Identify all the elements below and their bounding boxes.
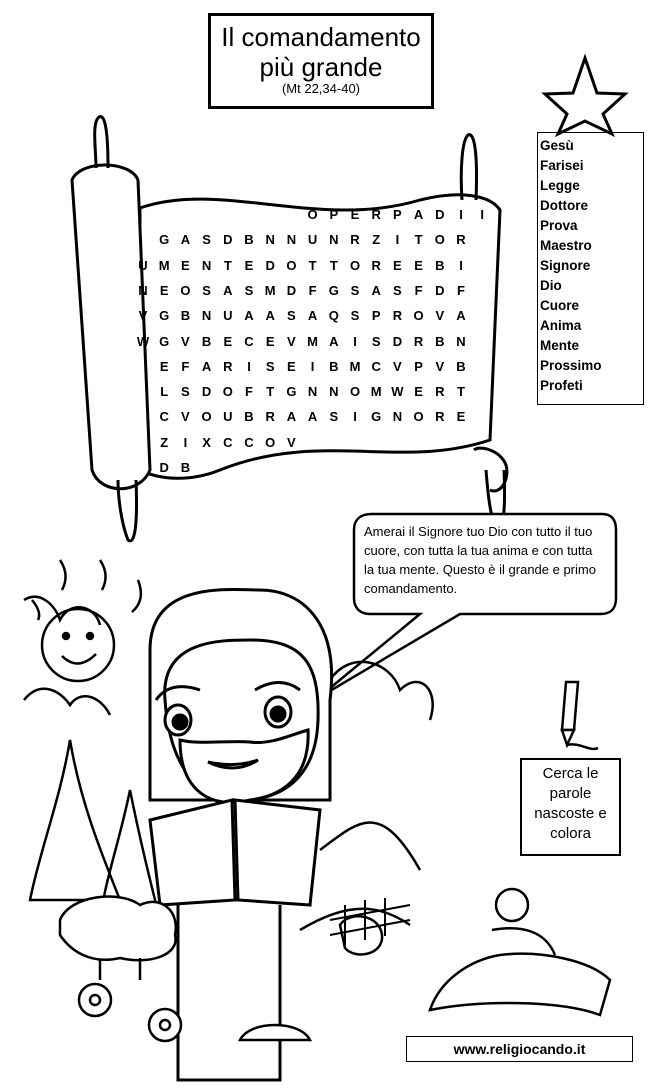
grid-letter[interactable]: D <box>392 333 403 349</box>
grid-letter[interactable]: S <box>329 409 339 425</box>
grid-letter[interactable]: B <box>244 409 254 425</box>
grid-letter[interactable]: G <box>286 384 297 400</box>
grid-letter[interactable]: T <box>266 384 275 400</box>
grid-letter[interactable]: A <box>223 282 233 298</box>
word-list-item: Dio <box>540 278 562 293</box>
grid-letter[interactable]: O <box>413 409 424 425</box>
grid-letter[interactable]: T <box>329 257 338 273</box>
grid-letter[interactable]: F <box>181 358 190 374</box>
grid-letter[interactable]: V <box>181 409 190 425</box>
grid-letter[interactable]: Z <box>372 232 381 248</box>
word-list-item: Gesù <box>540 138 574 153</box>
grid-letter[interactable]: A <box>329 333 339 349</box>
grid-letter[interactable]: N <box>329 232 339 248</box>
grid-letter[interactable]: S <box>181 384 190 400</box>
grid-letter[interactable]: M <box>158 257 170 273</box>
grid-letter[interactable]: O <box>434 232 445 248</box>
grid-letter[interactable]: V <box>287 333 296 349</box>
grid-letter[interactable]: G <box>159 232 170 248</box>
grid-letter[interactable]: O <box>349 257 361 273</box>
grid-letter[interactable]: F <box>308 282 317 298</box>
grid-letter[interactable]: V <box>181 333 190 349</box>
grid-letter[interactable]: E <box>159 282 169 298</box>
grid-letter[interactable]: D <box>435 282 445 298</box>
grid-letter[interactable]: N <box>329 384 339 400</box>
grid-letter[interactable]: G <box>371 409 382 425</box>
grid-letter[interactable]: V <box>287 434 296 450</box>
grid-letter[interactable]: O <box>307 207 318 222</box>
grid-letter[interactable]: B <box>244 232 254 248</box>
grid-letter[interactable]: S <box>371 333 381 349</box>
grid-letter[interactable]: E <box>414 384 423 400</box>
bible-reference: (Mt 22,34-40) <box>281 81 361 96</box>
lamb-icon <box>60 897 382 980</box>
grid-letter[interactable]: L <box>160 384 169 400</box>
grid-letter[interactable]: C <box>244 333 254 349</box>
grid-letter[interactable]: E <box>393 257 402 273</box>
grid-letter[interactable]: M <box>307 333 319 349</box>
grid-letter[interactable]: A <box>244 308 254 324</box>
scroll-illustration <box>72 117 507 541</box>
grid-letter[interactable]: F <box>457 282 465 298</box>
grid-letter[interactable]: N <box>392 409 403 425</box>
grid-letter[interactable]: E <box>287 358 296 374</box>
word-list-item: Prossimo <box>540 358 602 373</box>
grid-letter[interactable]: T <box>457 384 465 400</box>
grid-letter[interactable]: V <box>138 308 148 324</box>
grid-letter[interactable]: C <box>244 434 254 450</box>
grid-letter[interactable]: P <box>414 358 423 374</box>
grid-letter[interactable]: R <box>371 257 381 273</box>
speech-bubble-text: Amerai il Signore tuo Dio con tutto il tuo cuore, con tutta la tua anima e con tutta la tua mente. Questo è il grande e primo comandamento. <box>364 524 596 596</box>
grid-letter[interactable]: G <box>328 282 339 298</box>
grid-letter[interactable]: B <box>329 358 339 374</box>
grid-letter[interactable]: C <box>223 434 233 450</box>
grid-letter[interactable]: S <box>350 308 360 324</box>
grid-letter[interactable]: A <box>265 308 275 324</box>
grid-letter[interactable]: S <box>393 282 402 298</box>
grid-letter[interactable]: D <box>286 282 297 298</box>
grid-letter[interactable]: N <box>138 282 148 298</box>
grid-letter[interactable]: R <box>223 358 233 374</box>
grid-letter[interactable]: R <box>456 232 466 248</box>
grid-letter[interactable]: E <box>159 358 169 374</box>
grid-letter[interactable]: I <box>353 409 357 425</box>
grid-letter[interactable]: U <box>223 308 233 324</box>
grid-letter[interactable]: F <box>245 384 253 400</box>
grid-letter[interactable]: M <box>264 282 276 298</box>
grid-letter[interactable]: G <box>159 333 170 349</box>
grid-letter[interactable]: U <box>138 257 148 273</box>
word-list-item: Legge <box>540 178 580 193</box>
grid-letter[interactable]: O <box>222 384 233 400</box>
grid-letter[interactable]: X <box>202 434 211 450</box>
grid-letter[interactable]: E <box>181 257 190 273</box>
word-list-item: Profeti <box>540 378 583 393</box>
title-box <box>208 13 434 109</box>
grid-letter[interactable]: T <box>308 257 317 273</box>
grid-letter[interactable]: R <box>350 232 360 248</box>
word-list-item: Dottore <box>540 198 588 213</box>
grid-letter[interactable]: N <box>201 308 212 324</box>
grid-letter[interactable]: R <box>413 333 424 349</box>
grid-letter[interactable]: S <box>202 232 211 248</box>
grid-letter[interactable]: A <box>201 358 212 374</box>
grid-letter[interactable]: E <box>414 257 423 273</box>
grid-letter[interactable]: M <box>370 384 382 400</box>
grid-letter[interactable]: S <box>265 358 275 374</box>
word-list-item: Mente <box>540 338 580 353</box>
grid-letter[interactable]: R <box>371 207 381 222</box>
grid-letter[interactable]: P <box>329 207 339 222</box>
grid-letter[interactable]: O <box>201 409 212 425</box>
grid-letter[interactable]: D <box>223 232 233 248</box>
grid-letter[interactable]: G <box>159 308 170 324</box>
grid-letter[interactable]: B <box>180 460 191 475</box>
grid-letter[interactable]: D <box>435 207 445 222</box>
grid-letter[interactable]: I <box>183 434 188 450</box>
grid-letter[interactable]: I <box>353 333 357 349</box>
grid-letter[interactable]: O <box>265 434 276 450</box>
grid-letter[interactable]: P <box>393 207 402 222</box>
pencil-icon <box>562 682 598 749</box>
grid-letter[interactable]: B <box>435 257 445 273</box>
grid-letter[interactable]: U <box>223 409 233 425</box>
grid-letter[interactable]: N <box>286 232 297 248</box>
grid-letter[interactable]: I <box>459 207 463 222</box>
grid-letter[interactable]: P <box>371 308 381 324</box>
grid-letter[interactable]: M <box>349 358 361 374</box>
word-list-item: Cuore <box>540 298 580 313</box>
grid-letter[interactable]: W <box>391 384 404 400</box>
word-list-item: Farisei <box>540 158 584 173</box>
grid-letter[interactable]: N <box>201 257 212 273</box>
grid-letter[interactable]: E <box>223 333 233 349</box>
grid-letter[interactable]: V <box>393 358 402 374</box>
grid-letter[interactable]: B <box>456 358 466 374</box>
grid-letter[interactable]: B <box>180 308 191 324</box>
grid-letter[interactable]: E <box>350 207 360 222</box>
grid-letter[interactable]: R <box>435 409 445 425</box>
word-list-item: Maestro <box>540 238 592 253</box>
grid-letter[interactable]: D <box>265 257 275 273</box>
grid-letter[interactable]: S <box>202 282 211 298</box>
grid-letter[interactable]: F <box>414 282 423 298</box>
tree-icon <box>30 740 160 920</box>
grid-letter[interactable]: A <box>180 232 191 248</box>
grid-letter[interactable]: C <box>159 409 169 425</box>
grid-letter[interactable]: S <box>244 282 254 298</box>
grid-letter[interactable]: A <box>307 308 318 324</box>
grid-letter[interactable]: W <box>136 333 150 349</box>
grid-letter[interactable]: S <box>350 282 360 298</box>
grid-letter[interactable]: E <box>265 333 275 349</box>
star-icon <box>545 58 625 134</box>
word-list-item: Signore <box>540 258 591 273</box>
word-list <box>537 132 644 405</box>
grid-letter[interactable]: I <box>395 232 400 248</box>
grid-letter[interactable]: D <box>159 460 169 475</box>
grid-letter[interactable]: R <box>265 409 275 425</box>
grid-letter[interactable]: R <box>392 308 403 324</box>
grid-letter[interactable]: A <box>413 207 424 222</box>
grid-letter[interactable]: I <box>247 358 251 374</box>
grid-letter[interactable]: D <box>201 384 212 400</box>
website-link[interactable]: www.religiocando.it <box>406 1036 633 1062</box>
grid-letter[interactable]: N <box>456 333 466 349</box>
grid-letter[interactable]: T <box>223 257 232 273</box>
grid-letter[interactable]: N <box>307 384 318 400</box>
grid-letter[interactable]: N <box>265 232 275 248</box>
grid-letter[interactable]: A <box>456 308 466 324</box>
title-line-2: più grande <box>259 52 383 82</box>
grid-letter[interactable]: E <box>244 257 254 273</box>
grid-letter[interactable]: I <box>459 257 463 273</box>
grid-letter[interactable]: Q <box>328 308 339 324</box>
grid-letter[interactable]: O <box>349 384 361 400</box>
grid-letter[interactable]: O <box>286 257 297 273</box>
grid-letter[interactable]: C <box>371 358 381 374</box>
grid-letter[interactable]: T <box>414 232 423 248</box>
grid-letter[interactable]: U <box>307 232 318 248</box>
grid-letter[interactable]: S <box>287 308 296 324</box>
grid-letter[interactable]: O <box>413 308 424 324</box>
word-list-item: Anima <box>540 318 582 333</box>
grid-letter[interactable]: I <box>310 358 315 374</box>
grid-letter[interactable]: A <box>371 282 381 298</box>
instruction-box: Cerca le parole nascoste e colora <box>520 758 621 856</box>
grid-letter[interactable]: O <box>180 282 191 298</box>
sun-icon <box>32 560 141 681</box>
grid-letter[interactable]: I <box>480 207 484 222</box>
grid-letter[interactable]: E <box>456 409 466 425</box>
grid-letter[interactable]: B <box>435 333 445 349</box>
grid-letter[interactable]: R <box>435 384 445 400</box>
title-line-1: Il comandamento <box>221 22 421 52</box>
word-list-item: Prova <box>540 218 578 233</box>
grid-letter[interactable]: V <box>435 358 445 374</box>
flower-icon <box>79 984 310 1041</box>
grid-letter[interactable]: B <box>201 333 212 349</box>
grid-letter[interactable]: Z <box>160 434 169 450</box>
grid-letter[interactable]: A <box>286 409 297 425</box>
child-reading-illustration <box>430 889 610 1015</box>
grid-letter[interactable]: A <box>307 409 318 425</box>
jesus-illustration <box>150 590 332 1080</box>
grid-letter[interactable]: V <box>435 308 445 324</box>
